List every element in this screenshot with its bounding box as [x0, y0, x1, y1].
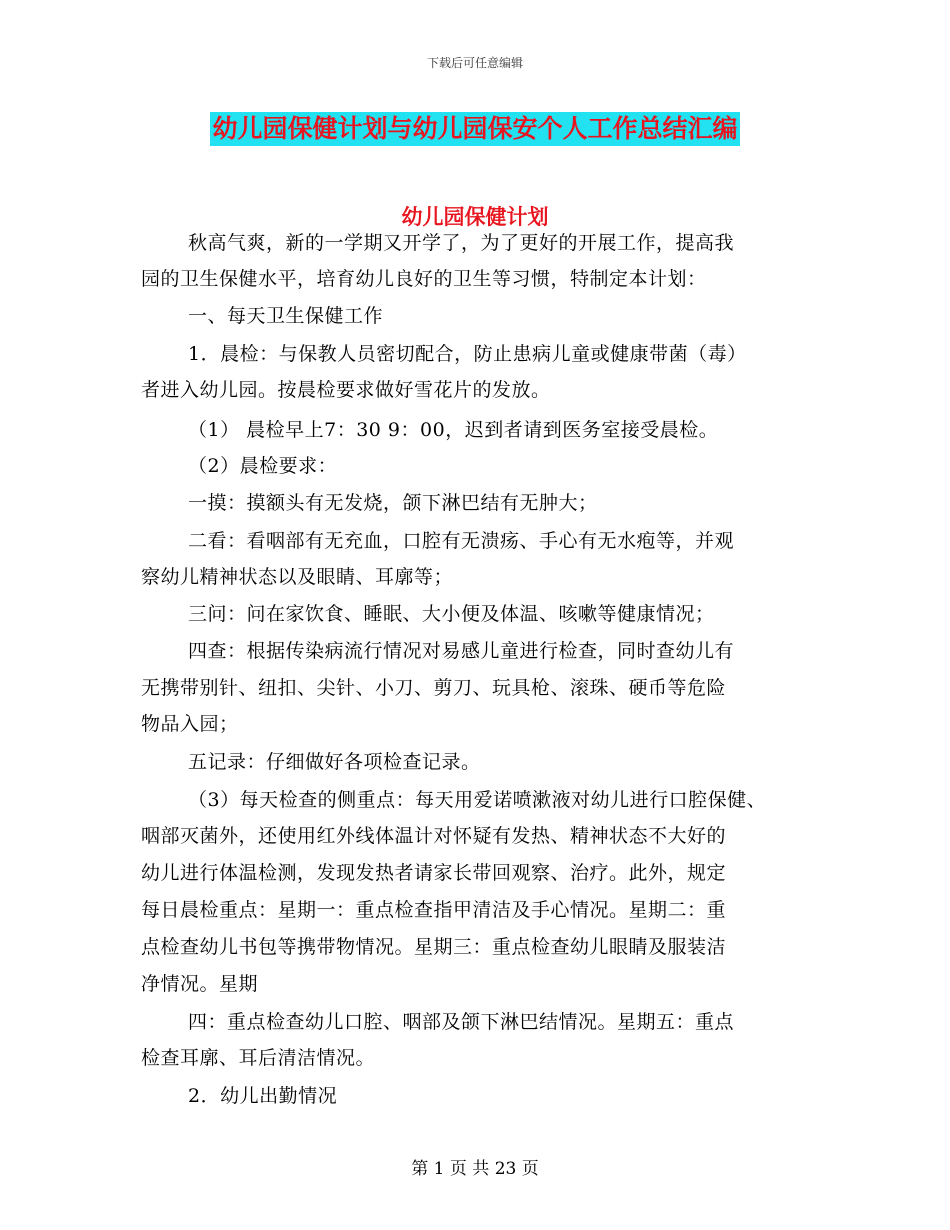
text-line: 者进入幼儿园。按晨检要求做好雪花片的发放。	[141, 379, 551, 401]
text-line: 物品入园；	[141, 713, 239, 735]
text-line: 园的卫生保健水平，培育幼儿良好的卫生等习惯，特制定本计划：	[141, 268, 707, 290]
text-line: 二看：看咽部有无充血，口腔有无溃疡、手心有无水疱等，并观	[188, 530, 735, 552]
text-line: 四：重点检查幼儿口腔、咽部及颌下淋巴结情况。星期五：重点	[188, 1011, 735, 1033]
doc-title: 幼儿园保健计划与幼儿园保安个人工作总结汇编	[210, 112, 739, 146]
page-footer: 第 1 页 共 23 页	[411, 1159, 539, 1179]
header-note: 下载后可任意编辑	[426, 56, 523, 70]
text-line: 2．幼儿出勤情况	[188, 1085, 338, 1107]
text-line: （2）晨检要求：	[188, 455, 338, 477]
text-line: 三问：问在家饮食、睡眠、大小便及体温、咳嗽等健康情况；	[188, 603, 715, 625]
doc-title-container	[0, 112, 950, 146]
text-line: 四查：根据传染病流行情况对易感儿童进行检查，同时查幼儿有	[188, 640, 735, 662]
section-title: 幼儿园保健计划	[401, 205, 549, 229]
text-line: 幼儿进行体温检测，发现发热者请家长带回观察、治疗。此外，规定	[141, 862, 727, 884]
text-line: 秋高气爽，新的一学期又开学了，为了更好的开展工作，提高我	[188, 232, 735, 254]
text-line: （1） 晨检早上7：30 9：00，迟到者请到医务室接受晨检。	[188, 419, 719, 441]
text-line: 察幼儿精神状态以及眼睛、耳廓等；	[141, 566, 454, 588]
text-line: 点检查幼儿书包等携带物情况。星期三：重点检查幼儿眼睛及服装洁	[141, 936, 727, 958]
text-line: 检查耳廓、耳后清洁情况。	[141, 1047, 376, 1069]
text-line: 五记录：仔细做好各项检查记录。	[188, 751, 481, 773]
text-line: 一、每天卫生保健工作	[188, 305, 384, 327]
text-line: 无携带别针、纽扣、尖针、小刀、剪刀、玩具枪、滚珠、硬币等危险	[141, 677, 727, 699]
text-line: 1．晨检：与保教人员密切配合，防止患病儿童或健康带菌（毒）	[188, 343, 747, 365]
text-line: 净情况。星期	[141, 973, 259, 995]
text-line: 每日晨检重点：星期一：重点检查指甲清洁及手心情况。星期二：重	[141, 899, 727, 921]
text-line: （3）每天检查的侧重点：每天用爱诺喷漱液对幼儿进行口腔保健、	[188, 789, 767, 811]
text-line: 一摸：摸额头有无发烧，颌下淋巴结有无肿大；	[188, 492, 598, 514]
text-line: 咽部灭菌外，还使用红外线体温计对怀疑有发热、精神状态不大好的	[141, 825, 727, 847]
